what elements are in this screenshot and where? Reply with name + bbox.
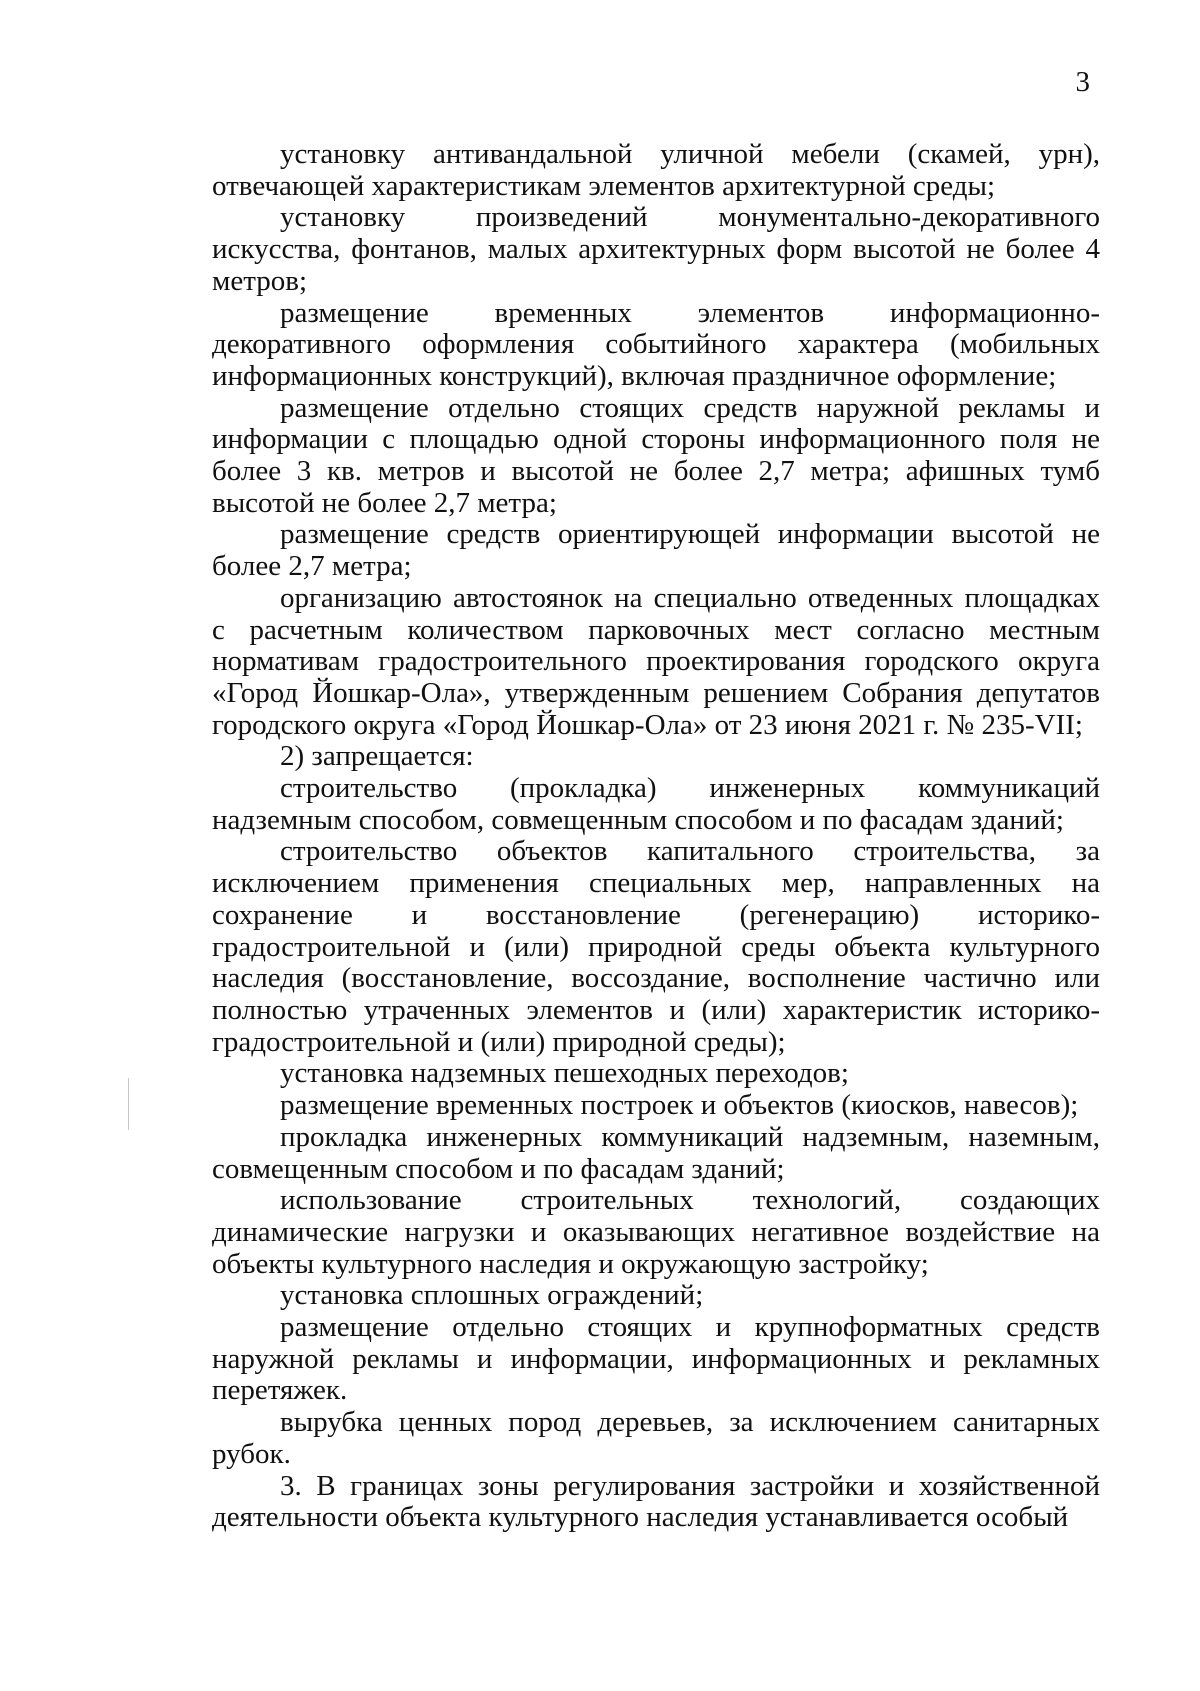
paragraph-orientation-info: размещение средств ориентирующей информации высотой не более 2,7 метра;: [212, 518, 1100, 583]
paragraph-zone-regulation: 3. В границах зоны регулирования застройки и хозяйственной деятельности объекта культурного наследия устанавливается особый: [212, 1469, 1100, 1534]
paragraph-temporary-decor: размещение временных элементов информационно-декоративного оформления событийного характера (мобильных информационных конструкций), включая праздничное оформление;: [212, 296, 1100, 392]
scan-artifact-line: [128, 1078, 129, 1130]
paragraph-overhead-utilities: строительство (прокладка) инженерных коммуникаций надземным способом, совмещенным способом и по фасадам зданий;: [212, 772, 1100, 836]
paragraph-construction-technologies: использование строительных технологий, создающих динамические нагрузки и оказывающих негативное воздействие на объекты культурного наследия и окружающую застройку;: [212, 1184, 1100, 1280]
paragraph-street-furniture: установку антивандальной уличной мебели (скамей, урн), отвечающей характеристикам элементов архитектурной среды;: [212, 138, 1100, 202]
paragraph-pedestrian-crossings: установка надземных пешеходных переходов;: [280, 1057, 849, 1090]
document-body: [212, 139, 1100, 1534]
paragraph-capital-construction: строительство объектов капитального строительства, за исключением применения специальных мер, направленных на сохранение и восстановление (регенерацию) историко-градостроительной и (или) природной среды объекта культурного наследия (восстановление, воссоздание, восполнение частично или полностью утраченных элементов и (или) характеристик историко-градостроительной и (или) природной среды);: [212, 835, 1100, 1058]
paragraph-utility-lines: прокладка инженерных коммуникаций надземным, наземным, совмещенным способом и по фасадам зданий;: [212, 1120, 1100, 1185]
paragraph-outdoor-advertising: размещение отдельно стоящих средств наружной рекламы и информации с площадью одной стороны информационного поля не более 3 кв. метров и высотой не более 2,7 метра; афишных тумб высотой не более 2,7 метра;: [212, 391, 1100, 519]
paragraph-solid-fences: установка сплошных ограждений;: [280, 1279, 704, 1312]
paragraph-tree-felling: вырубка ценных пород деревьев, за исключением санитарных рубок.: [212, 1406, 1100, 1470]
paragraph-parking: организацию автостоянок на специально отведенных площадках с расчетным количеством парковочных мест согласно местным нормативам градостроительного проектирования городского округа «Город Йошкар-Ола», утвержденным решением Собрания депутатов городского округа «Город Йошкар-Ола» от 23 июня 2021 г. № 235-VII;: [212, 581, 1100, 741]
page-number: 3: [1075, 66, 1090, 98]
paragraph-temporary-buildings: размещение временных построек и объектов (киосков, навесов);: [280, 1089, 1079, 1122]
paragraph-large-format-advertising: размещение отдельно стоящих и крупноформатных средств наружной рекламы и информации, информационных и рекламных перетяжек.: [212, 1311, 1100, 1407]
paragraph-monumental-art: установку произведений монументально-декоративного искусства, фонтанов, малых архитектурных форм высотой не более 4 метров;: [212, 201, 1100, 297]
paragraph-prohibited-heading: 2) запрещается:: [280, 740, 474, 773]
